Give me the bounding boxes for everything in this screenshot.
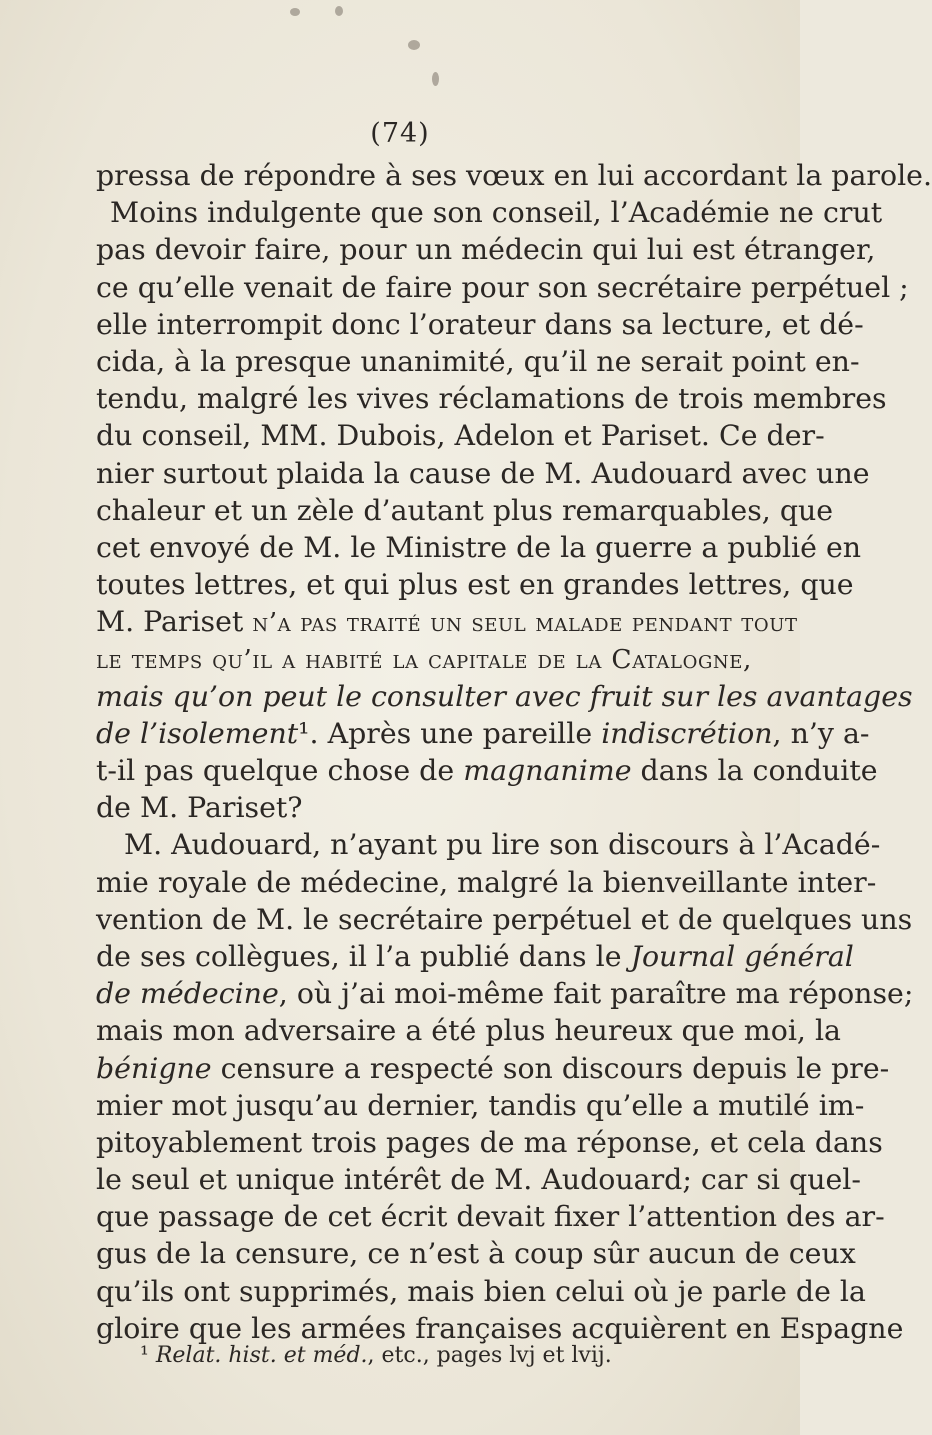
- text-line: vention de M. le secrétaire perpétuel et de quelques uns: [96, 902, 913, 936]
- text-line: [96, 1050, 890, 1087]
- text-line: mier mot jusqu’au dernier, tandis qu’elle a mutilé im-: [96, 1088, 865, 1122]
- text-line: que passage de cet écrit devait fixer l’attention des ar-: [96, 1200, 885, 1234]
- ink-smudge: [432, 72, 439, 86]
- italic-text: de l’isolement: [96, 716, 299, 750]
- text-line: qu’ils ont supprimés, mais bien celui où je parle de la: [96, 1274, 866, 1308]
- text-run: de ses collègues, il l’a publié dans le: [96, 939, 622, 973]
- text-line: ce qu’elle venait de faire pour son secrétaire perpétuel ;: [96, 270, 909, 304]
- text-line: [96, 975, 914, 1012]
- text-line: Moins indulgente que son conseil, l’Académie ne crut: [110, 196, 883, 230]
- italic-text: magnanime: [463, 754, 632, 787]
- text-run: t-il pas quelque chose de: [96, 754, 455, 787]
- text-line: pas devoir faire, pour un médecin qui lui est étranger,: [96, 233, 876, 267]
- text-run: , où j’ai moi-même fait paraître ma réponse;: [278, 977, 914, 1011]
- text-line: [96, 640, 752, 677]
- text-line: mais mon adversaire a été plus heureux que moi, la: [96, 1014, 841, 1048]
- small-caps-text: le temps qu’il a habité la capitale de la Catalogne,: [96, 644, 752, 676]
- text-line: gloire que les armées françaises acquièrent en Espagne: [96, 1311, 904, 1345]
- italic-text: de médecine: [96, 977, 279, 1011]
- text-line: [96, 752, 878, 789]
- page-body-text: [96, 157, 932, 1347]
- italic-text: bénigne: [96, 1051, 212, 1085]
- text-line: nier surtout plaida la cause de M. Audouard avec une: [96, 456, 870, 490]
- small-caps-text: n’a pas traité un seul malade pendant tout: [252, 607, 798, 639]
- ink-smudge: [408, 40, 420, 50]
- text-line: gus de la censure, ce n’est à coup sûr aucun de ceux: [96, 1237, 856, 1271]
- text-run: dans la conduite: [640, 754, 878, 787]
- text-line: [96, 715, 870, 752]
- text-line: chaleur et un zèle d’autant plus remarquables, que: [96, 493, 834, 527]
- text-run: M. Pariset: [96, 605, 244, 639]
- ink-smudge: [290, 8, 300, 16]
- ink-smudge: [335, 6, 343, 16]
- text-line: tendu, malgré les vives réclamations de trois membres: [96, 382, 887, 416]
- text-line: [96, 678, 913, 715]
- text-line: pressa de répondre à ses vœux en lui accordant la parole.: [96, 159, 932, 192]
- text-line: toutes lettres, et qui plus est en grandes lettres, que: [96, 568, 854, 602]
- text-line: cida, à la presque unanimité, qu’il ne serait point en-: [96, 344, 860, 378]
- italic-text: Journal général: [630, 939, 854, 973]
- text-line: le seul et unique intérêt de M. Audouard; car si quel-: [96, 1163, 861, 1197]
- text-run: censure a respecté son discours depuis le pre-: [220, 1051, 890, 1085]
- text-line: pitoyablement trois pages de ma réponse, et cela dans: [96, 1125, 883, 1159]
- text-line: M. Audouard, n’ayant pu lire son discours à l’Acadé-: [124, 828, 881, 862]
- text-line: cet envoyé de M. le Ministre de la guerre a publié en: [96, 530, 862, 564]
- text-run: , n’y a-: [772, 716, 870, 750]
- text-line: de M. Pariset?: [96, 791, 303, 825]
- italic-text: mais qu’on peut le consulter avec fruit sur les avantages: [96, 679, 913, 713]
- text-run: ¹. Après une pareille: [298, 716, 593, 750]
- text-line: elle interrompit donc l’orateur dans sa lecture, et dé-: [96, 307, 864, 341]
- footnote-marker: ¹: [140, 1343, 149, 1368]
- text-line: mie royale de médecine, malgré la bienveillante inter-: [96, 865, 877, 899]
- footnote-italic-text: Relat. hist. et méd.: [155, 1343, 368, 1368]
- italic-text: indiscrétion: [601, 716, 773, 750]
- text-line: [96, 938, 854, 975]
- text-line: du conseil, MM. Dubois, Adelon et Pariset. Ce der-: [96, 419, 825, 453]
- page-number: (74): [370, 118, 430, 149]
- text-line: [96, 603, 798, 640]
- footnote: [140, 1343, 752, 1368]
- footnote-text: , etc., pages lvj et lvij.: [367, 1343, 612, 1368]
